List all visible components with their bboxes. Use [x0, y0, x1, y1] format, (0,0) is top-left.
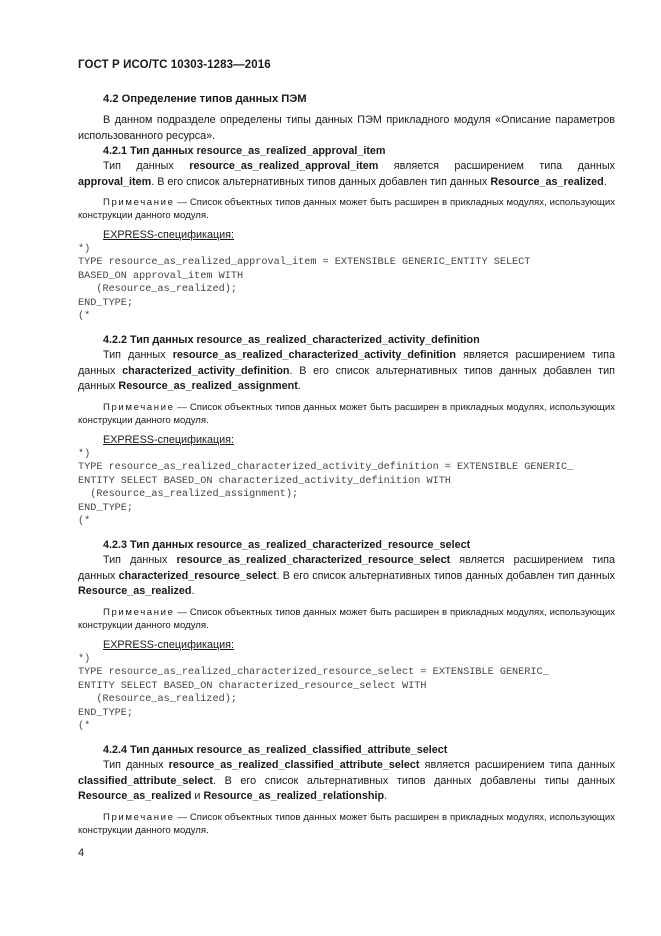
- subsection-title: 4.2.1 Тип данных resource_as_realized_approval_item: [103, 145, 386, 157]
- express-code-block: *) TYPE resource_as_realized_characterized_activity_definition = EXTENSIBLE GENERIC_ ENTITY SELECT BASED_ON characterized_activity_definition WITH (Resource_as_realized_assignment); END_TYPE; (*: [78, 448, 574, 527]
- note: Примечание — Список объектных типов данных может быть расширен в прикладных модулях, использующих конструкции данного модуля.: [78, 401, 615, 426]
- express-code-block: *) TYPE resource_as_realized_characterized_resource_select = EXTENSIBLE GENERIC_ ENTITY SELECT BASED_ON characterized_resource_select WITH (Resource_as_realized); END_TYPE; (*: [78, 653, 549, 732]
- subsection-title: 4.2.3 Тип данных resource_as_realized_characterized_resource_select: [103, 539, 471, 552]
- subsection-paragraph: Тип данных resource_as_realized_characterized_activity_definition является расширением типа данных characterized_activity_definition. В его список альтернативных типов данных добавлен тип данных Resource_as_realized_assignment.: [78, 349, 615, 393]
- document-body: [78, 92, 615, 837]
- note: Примечание — Список объектных типов данных может быть расширен в прикладных модулях, использующих конструкции данного модуля.: [78, 606, 615, 631]
- subsection-title: 4.2.2 Тип данных resource_as_realized_characterized_activity_definition: [103, 334, 480, 347]
- subsection-title: 4.2.4 Тип данных resource_as_realized_classified_attribute_select: [103, 744, 448, 757]
- section-intro: В данном подразделе определены типы данных ПЭМ прикладного модуля «Описание параметров использованного ресурса».: [78, 114, 615, 142]
- subsection-paragraph: Тип данных resource_as_realized_approval_item является расширением типа данных approval_item. В его список альтернативных типов данных добавлен тип данных Resource_as_realized.: [78, 160, 615, 188]
- note: Примечание — Список объектных типов данных может быть расширен в прикладных модулях, использующих конструкции данного модуля.: [78, 197, 615, 221]
- section-title: 4.2 Определение типов данных ПЭМ: [103, 93, 307, 105]
- express-spec-label: EXPRESS-спецификация:: [103, 229, 235, 241]
- subsection-paragraph: Тип данных resource_as_realized_classified_attribute_select является расширением типа данных classified_attribute_select. В его список альтернативных типов данных добавлены типы данных Resource_as_realized и Resource_as_realized_relationship.: [78, 759, 615, 803]
- page-number: 4: [78, 847, 85, 859]
- express-spec-label: EXPRESS-спецификация:: [103, 433, 235, 446]
- express-code-block: *) TYPE resource_as_realized_approval_item = EXTENSIBLE GENERIC_ENTITY SELECT BASED_ON approval_item WITH (Resource_as_realized); END_TYPE; (*: [78, 244, 531, 323]
- document-header: ГОСТ Р ИСО/ТС 10303-1283—2016: [78, 59, 271, 71]
- subsection-paragraph: Тип данных resource_as_realized_characterized_resource_select является расширением типа данных characterized_resource_select. В его список альтернативных типов данных добавлен тип данных Resource_as_realized.: [78, 554, 615, 598]
- express-spec-label: EXPRESS-спецификация:: [103, 638, 235, 651]
- note: Примечание — Список объектных типов данных может быть расширен в прикладных модулях, использующих конструкции данного модуля.: [78, 811, 615, 836]
